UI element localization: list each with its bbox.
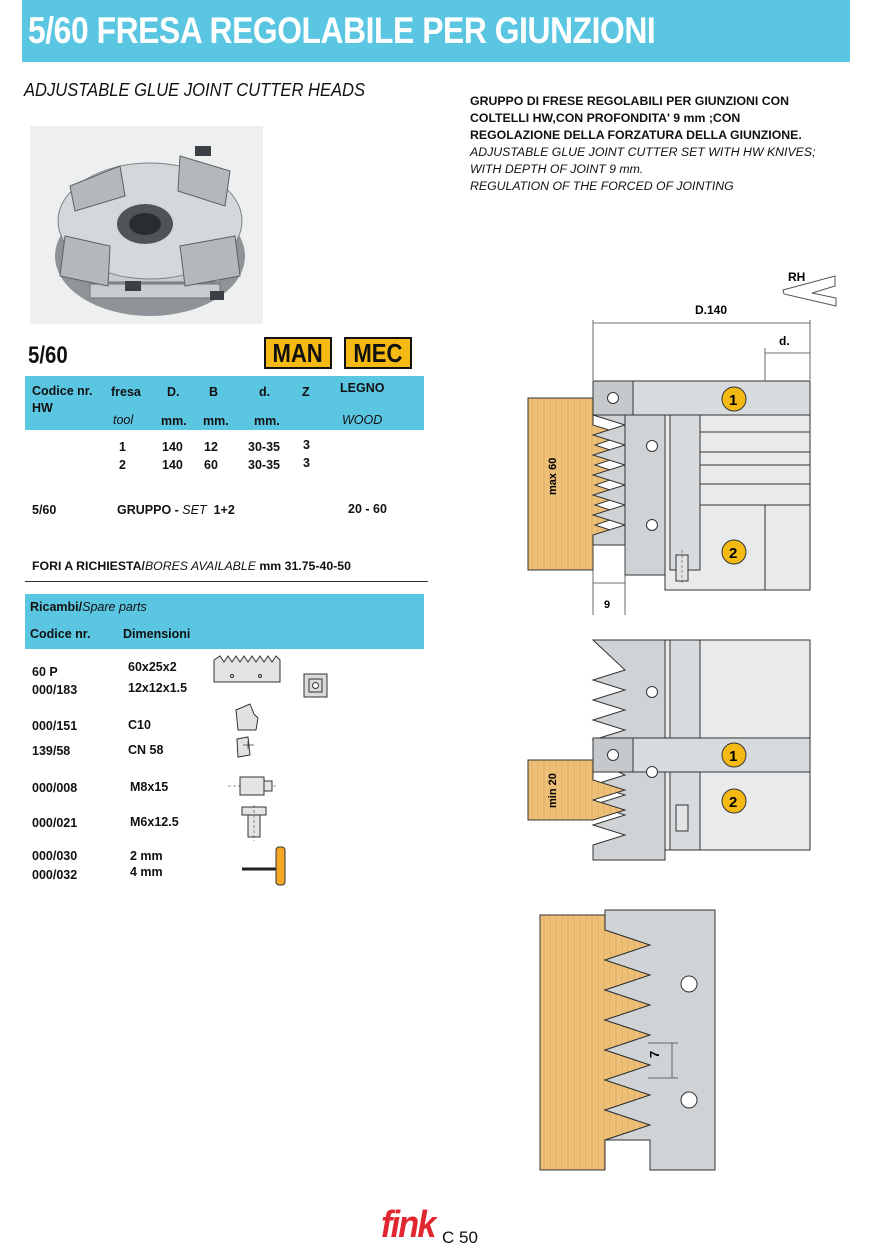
spare-dim: M8x15 xyxy=(130,780,169,794)
spare-code: 000/183 xyxy=(32,683,78,697)
divider xyxy=(25,581,428,582)
row1-d: 140 xyxy=(162,440,183,454)
spare-dim: 2 mm xyxy=(130,849,163,863)
col-wood: WOOD xyxy=(342,413,383,427)
technical-diagram xyxy=(500,260,860,1190)
spare-col-dim: Dimensioni xyxy=(123,627,191,641)
d-label: d. xyxy=(779,334,790,348)
product-description xyxy=(470,93,860,195)
spare-dim: 12x12x1.5 xyxy=(128,681,188,695)
col-fresa: fresa xyxy=(111,385,141,399)
row1-b: 12 xyxy=(204,440,218,454)
page-number: C 50 xyxy=(442,1228,478,1247)
col-tool: tool xyxy=(113,413,134,427)
d140-label: D.140 xyxy=(695,303,728,317)
mec-badge: MEC xyxy=(344,337,412,369)
max60-label: max 60 xyxy=(547,457,559,495)
man-badge: MAN xyxy=(264,337,332,369)
row2-tool: 2 xyxy=(119,458,126,472)
col-mm-2: mm. xyxy=(203,414,229,428)
marker-1b: 1 xyxy=(729,748,738,765)
col-mm-3: mm. xyxy=(254,414,280,428)
row2-z: 3 xyxy=(303,456,310,470)
product-code: 5/60 xyxy=(28,342,68,369)
desc-it-line-2: COLTELLI HW,CON PROFONDITA' 9 mm ;CON xyxy=(470,111,741,125)
row2-d: 140 xyxy=(162,458,183,472)
spare-code: 000/030 xyxy=(32,849,78,863)
min20-label: min 20 xyxy=(547,773,559,808)
insert-knife-icon xyxy=(302,672,330,700)
title-banner xyxy=(22,0,850,62)
desc-en-line-1: ADJUSTABLE GLUE JOINT CUTTER SET WITH HW KNIVES; xyxy=(470,145,816,159)
knife-blade-icon xyxy=(212,654,282,684)
clamp-icon xyxy=(234,735,258,759)
desc-en-line-2: WITH DEPTH OF JOINT 9 mm. xyxy=(470,162,644,176)
page-title: 5/60 FRESA REGOLABILE PER GIUNZIONI xyxy=(28,10,656,51)
dim-7-label: 7 xyxy=(647,1050,662,1058)
marker-2b: 2 xyxy=(729,794,738,811)
row1-bore: 30-35 xyxy=(248,440,280,454)
desc-it-line-3: REGOLAZIONE DELLA FORZATURA DELLA GIUNZIONE. xyxy=(470,128,802,142)
col-b: B xyxy=(209,385,219,399)
spare-code: 60 P xyxy=(32,665,58,679)
hex-key-icon xyxy=(240,845,290,887)
row1-z: 3 xyxy=(303,438,310,452)
spare-title: Ricambi/Spare parts xyxy=(30,600,147,614)
screw-m6-icon xyxy=(240,805,270,841)
marker-2: 2 xyxy=(729,545,738,562)
cutter-head-photo xyxy=(30,126,263,324)
col-d-big: D. xyxy=(167,385,180,399)
set-code: 5/60 xyxy=(32,503,57,517)
spare-code: 000/021 xyxy=(32,816,78,830)
row2-b: 60 xyxy=(204,458,218,472)
desc-en-line-3: REGULATION OF THE FORCED OF JOINTING xyxy=(470,179,734,193)
row2-bore: 30-35 xyxy=(248,458,280,472)
spare-dim: C10 xyxy=(128,718,151,732)
rh-label: RH xyxy=(788,270,806,284)
brand-logo: fink xyxy=(381,1204,435,1246)
col-code-hw: HW xyxy=(32,401,53,415)
marker-1: 1 xyxy=(729,392,738,409)
spare-dim: 60x25x2 xyxy=(128,660,177,674)
col-z: Z xyxy=(302,385,310,399)
set-label: GRUPPO - SET 1+2 xyxy=(117,503,235,517)
set-wood-range: 20 - 60 xyxy=(348,502,387,516)
spare-code: 000/008 xyxy=(32,781,78,795)
spare-code: 000/032 xyxy=(32,868,78,882)
spare-code: 139/58 xyxy=(32,744,71,758)
screw-m8-icon xyxy=(228,774,276,798)
spare-col-code: Codice nr. xyxy=(30,627,91,641)
spare-code: 000/151 xyxy=(32,719,78,733)
desc-it-line-1: GRUPPO DI FRESE REGOLABILI PER GIUNZIONI CON xyxy=(470,94,790,108)
bores-note: FORI A RICHIESTA/BORES AVAILABLE mm 31.75-40-50 xyxy=(32,559,351,573)
spare-dim: 4 mm xyxy=(130,865,163,879)
col-mm-1: mm. xyxy=(161,414,187,428)
col-code: Codice nr. xyxy=(32,384,93,398)
page-subtitle: ADJUSTABLE GLUE JOINT CUTTER HEADS xyxy=(24,80,366,100)
col-legno: LEGNO xyxy=(340,381,385,395)
spare-dim: CN 58 xyxy=(128,743,164,757)
row1-tool: 1 xyxy=(119,440,126,454)
spare-dim: M6x12.5 xyxy=(130,815,179,829)
wedge-icon xyxy=(232,702,262,732)
dim-9-label: 9 xyxy=(604,599,611,611)
col-d-small: d. xyxy=(259,385,271,399)
